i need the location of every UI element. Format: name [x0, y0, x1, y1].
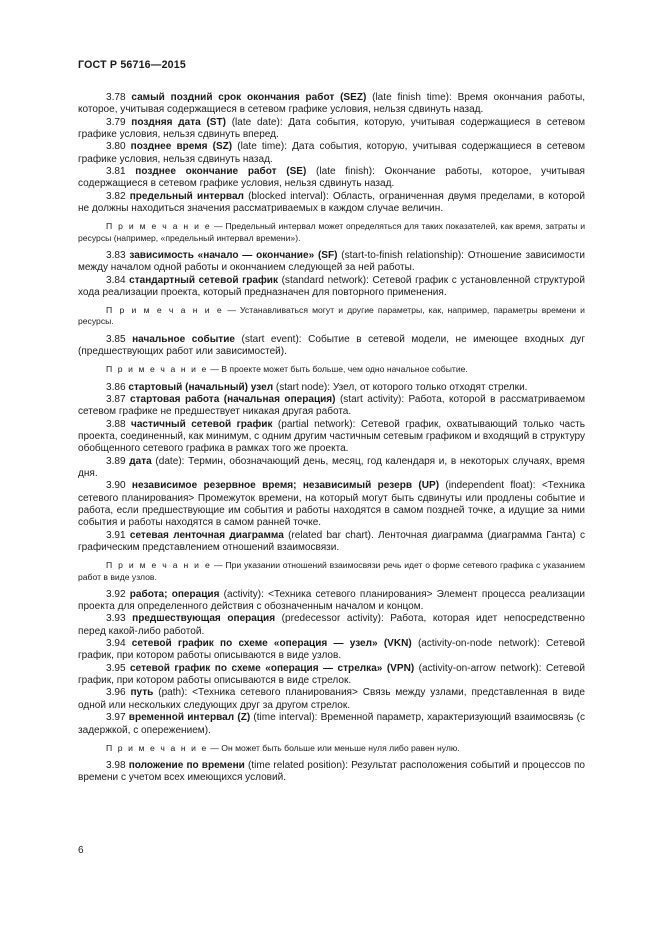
term-number: 3.87	[106, 393, 126, 405]
term-number: 3.89	[106, 455, 126, 467]
term-name: временной интервал (Z)	[128, 712, 251, 724]
term-definition: (time interval): Временной параметр, характеризующий взаимосвязь (с задержкой, с опережением).	[78, 712, 585, 736]
term-name: поздняя дата (ST)	[131, 116, 226, 128]
term-entry	[78, 334, 585, 359]
term-entry	[78, 394, 585, 419]
term-name: позднее окончание работ (SE)	[135, 166, 307, 178]
term-number: 3.92	[106, 588, 126, 600]
term-number: 3.84	[106, 274, 126, 286]
note-label: П р и м е ч а н и е	[106, 305, 224, 316]
note-label: П р и м е ч а н и е	[106, 221, 212, 232]
term-definition: (late time): Дата события, которую, учитывая содержащиеся в сетевом графике условия, нельзя сдвинуть назад.	[78, 141, 585, 165]
note-paragraph	[78, 560, 585, 582]
term-definition: (date): Термин, обозначающий день, месяц, год календаря и, в некоторых случаях, время дня.	[78, 455, 585, 479]
term-name: сетевой график по схеме «операция — узел» (VKN)	[131, 638, 412, 650]
term-entry	[78, 638, 585, 663]
term-number: 3.98	[106, 760, 126, 772]
term-entry	[78, 191, 585, 216]
term-entry	[78, 530, 585, 555]
term-name: положение по времени	[128, 760, 245, 772]
term-definition: (start node): Узел, от которого только отходят стрелки.	[273, 381, 528, 393]
document-header: ГОСТ Р 56716—2015	[78, 59, 186, 71]
term-entry	[78, 275, 585, 300]
term-name: сетевая ленточная диаграмма	[129, 529, 284, 541]
term-definition: (path): <Техника сетевого планирования> Связь между узлами, представленная в виде одной или нескольких следующих друг за другом стрелок.	[78, 687, 586, 711]
term-definition: (start activity): Работа, которой в рассматриваемом сетевом графике не предшествует никакая другая работа.	[78, 393, 586, 418]
note-text: — В проекте может быть больше, чем одно начальное событие.	[207, 364, 468, 375]
term-name: путь	[130, 687, 154, 699]
term-number: 3.79	[106, 116, 126, 128]
note-label: П р и м е ч а н и е	[106, 560, 212, 571]
term-entry	[78, 419, 585, 456]
term-name: предельный интервал	[129, 190, 244, 202]
term-definition: (predecessor activity): Работа, которая идет непосредственно перед какой-либо работой.	[78, 613, 585, 637]
term-entry	[78, 456, 585, 481]
term-definition: (activity-on-arrow network): Сетевой график, при котором работы описываются в виде стрелок.	[78, 662, 585, 687]
term-entry	[78, 687, 585, 712]
term-name: работа; операция	[129, 588, 220, 600]
term-entry	[78, 760, 585, 785]
note-text: — При указании отношений взаимосвязи речь идет о форме сетевого графика с указанием работ в виде узлов.	[78, 560, 585, 582]
term-definition: (independent float): <Техника сетевого планирования> Промежуток времени, на который могут быть сдвинуты или продлены событие и работа, если предшествующие им события и работы находятся в самом поздней точке, а идущие за ними события и работы находятся в самом ранней точке.	[78, 480, 586, 529]
note-text: — Устанавливаться могут и другие параметры, как, например, параметры времени и ресурсы.	[78, 305, 585, 327]
term-number: 3.85	[106, 333, 126, 345]
term-number: 3.91	[106, 529, 126, 541]
term-definition: (start event): Событие в сетевой модели, не имеющее входных дуг (предшествующих работ или зависимостей).	[78, 333, 585, 357]
term-definition: (activity-on-node network): Сетевой график, при котором работы описываются в виде узлов.	[78, 638, 585, 662]
term-number: 3.78	[106, 92, 126, 103]
term-number: 3.94	[106, 638, 126, 650]
term-name: стартовая работа (начальная операция)	[130, 393, 336, 405]
term-name: зависимость «начало — окончание» (SF)	[129, 249, 338, 261]
term-name: сетевой график по схеме «операция — стрелка» (VPN)	[130, 662, 415, 674]
term-number: 3.80	[106, 141, 126, 153]
term-name: стандартный сетевой график	[129, 274, 278, 286]
term-entry	[78, 250, 585, 275]
term-name: стартовый (начальный) узел	[128, 381, 274, 393]
term-name: позднее время (SZ)	[130, 141, 233, 153]
note-paragraph	[78, 221, 585, 243]
term-number: 3.93	[106, 613, 126, 625]
term-entry	[78, 92, 585, 117]
note-text: — Предельный интервал может определяться для таких показателей, как время, затраты и ресурсы (например, «предельный интервал времени»).	[78, 221, 586, 243]
term-name: независимое резервное время; независимый резерв (UP)	[131, 480, 440, 492]
term-number: 3.88	[106, 418, 126, 430]
terms-list	[78, 92, 585, 785]
term-entry	[78, 589, 585, 614]
term-entry	[78, 663, 585, 688]
term-definition: (time related position): Результат расположения событий и процессов по времени с учетом всех имеющихся условий.	[78, 760, 585, 784]
term-definition: (related bar chart). Ленточная диаграмма (диаграмма Ганта) с графическим представлением отношений взаимосвязи.	[78, 529, 585, 553]
term-definition: (partial network): Сетевой график, охватывающий только часть проекта, соединенный, как минимум, с одним другим частичным сетевым графиком и входящий в структуру обобщенного сетевого графика в рамках того же проекта.	[78, 418, 585, 455]
page-number: 6	[78, 845, 84, 856]
note-text: — Он может быть больше или меньше нуля либо равен нулю.	[207, 742, 460, 753]
note-paragraph	[78, 743, 585, 754]
note-paragraph	[78, 364, 585, 375]
term-number: 3.83	[106, 249, 126, 261]
term-name: начальное событие	[132, 333, 235, 345]
term-number: 3.82	[106, 190, 126, 202]
term-name: дата	[129, 455, 152, 467]
term-number: 3.81	[106, 166, 126, 178]
term-definition: (late finish): Окончание работы, которое, учитывая содержащиеся в сетевом графике условия, нельзя сдвинуть назад.	[78, 166, 585, 190]
term-name: самый поздний срок окончания работ (SEZ)	[131, 92, 367, 103]
term-number: 3.86	[106, 381, 126, 393]
note-label: П р и м е ч а н и е	[106, 364, 208, 375]
term-name: предшествующая операция	[132, 613, 276, 625]
term-definition: (activity): <Техника сетевого планирования> Элемент процесса реализации проекта для определенного действия с обозначенным началом и концом.	[78, 588, 585, 613]
term-entry	[78, 480, 585, 529]
term-definition: (late date): Дата события, которую, учитывая содержащиеся в сетевом графике условия, нельзя сдвинуть вперед.	[78, 116, 586, 141]
term-number: 3.97	[106, 712, 126, 724]
term-entry	[78, 712, 585, 737]
term-name: частичный сетевой график	[131, 418, 273, 430]
note-label: П р и м е ч а н и е	[106, 742, 208, 753]
term-entry	[78, 166, 585, 191]
term-entry	[78, 141, 585, 166]
term-definition: (standard network): Сетевой график с установленной структурой хода реализации проекта, который предназначен для повторного применения.	[78, 274, 585, 298]
term-number: 3.95	[106, 662, 126, 674]
term-definition: (start-to-finish relationship): Отношение зависимости между началом одной работы и окончанием следующей за ней работы.	[78, 249, 585, 274]
term-entry	[78, 117, 585, 142]
term-number: 3.96	[106, 687, 126, 699]
term-definition: (blocked interval): Область, ограниченная двумя пределами, в которой не должны находиться значения рассматриваемых в каждом случае величин.	[78, 190, 585, 215]
term-entry	[78, 382, 585, 394]
term-entry	[78, 613, 585, 638]
term-definition: (late finish time): Время окончания работы, которое, учитывая содержащиеся в сетевом графике условия, нельзя сдвинуть назад.	[78, 92, 585, 116]
note-paragraph	[78, 305, 585, 327]
term-number: 3.90	[106, 480, 126, 492]
